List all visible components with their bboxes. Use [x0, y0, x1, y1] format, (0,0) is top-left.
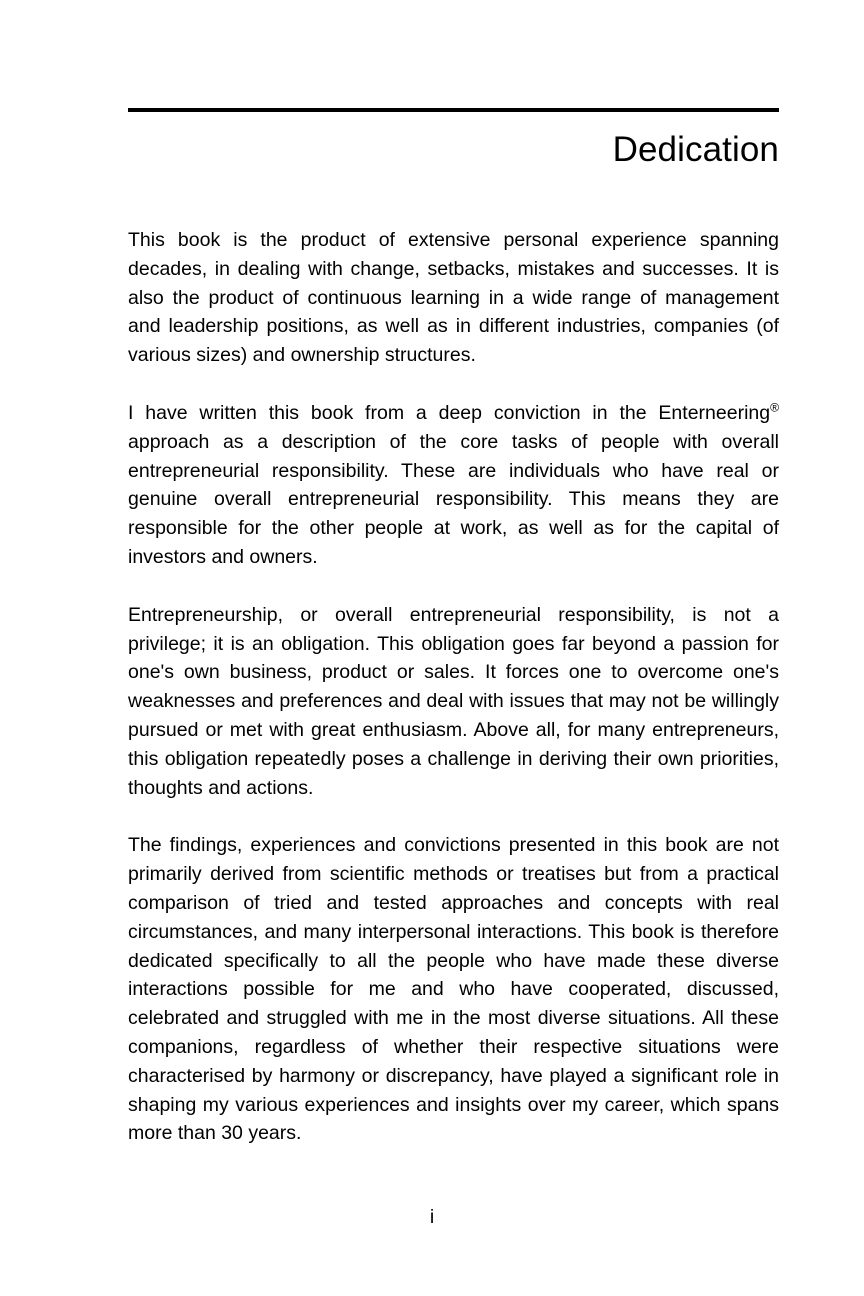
registered-trademark-icon: ® [770, 400, 779, 415]
paragraph-1: This book is the product of extensive personal experience spanning decades, in dealing with change, setbacks, mistakes and successes. It is also the product of continuous learning in a wide range of management and leadership positions, as well as in different industries, companies (of various sizes) and ownership structures. [128, 229, 779, 367]
paragraph-3: Entrepreneurship, or overall entrepreneurial responsibility, is not a privilege; it is an obligation. This obligation goes far beyond a passion for one's own business, product or sales. It forces one to overcome one's weaknesses and preferences and deal with issues that may not be willingly pursued or met with great enthusiasm. Above all, for many entrepreneurs, this obligation repeatedly poses a challenge in deriving their own priorities, thoughts and actions. [128, 603, 779, 799]
document-body [128, 226, 779, 1148]
chapter-header [128, 108, 779, 194]
page-title: Dedication [612, 130, 779, 169]
paragraph-2 [128, 399, 779, 572]
paragraph-2-text-before-mark: I have written this book from a deep conviction in the Enterneering [128, 401, 771, 424]
page-footer [0, 1203, 864, 1231]
paragraph-4: The findings, experiences and convictions presented in this book are not primarily derived from scientific methods or treatises but from a practical comparison of tried and tested approaches and concepts with real circumstances, and many interpersonal interactions. This book is therefore dedicated specifically to all the people who have made these diverse interactions possible for me and who have cooperated, discussed, celebrated and struggled with me in the most diverse situations. All these companions, regardless of whether their respective situations were characterised by harmony or discrepancy, have played a significant role in shaping my various experiences and insights over my career, which spans more than 30 years. [128, 834, 779, 1145]
page-number: i [429, 1206, 435, 1228]
header-rule [128, 108, 779, 112]
paragraph-2-text-after-mark: approach as a description of the core tasks of people with overall entrepreneurial responsibility. These are individuals who have real or genuine overall entrepreneurial responsibility. This means they are responsible for the other people at work, as well as for the capital of investors and owners. [128, 430, 779, 568]
